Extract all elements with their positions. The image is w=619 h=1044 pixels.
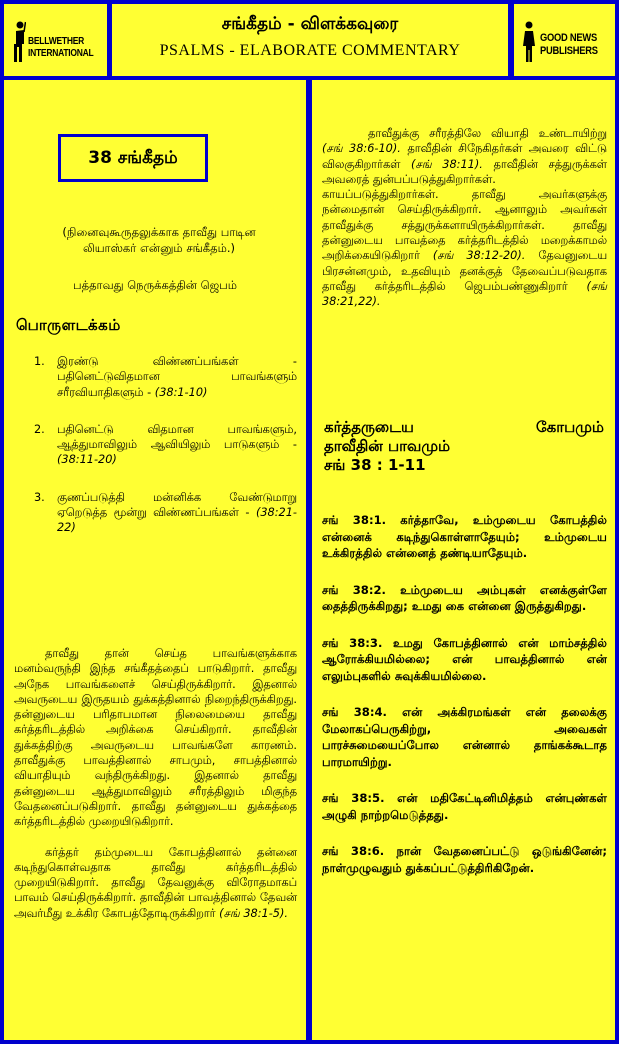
- paragraph-text: காயப்படுத்துகிறார்கள். தாவீது அவர்களுக்கு நன்மைதான் செய்திருக்கிறார். ஆனாலும் அவர்கள் தாவீதுக்கு சத்துருக்களாயிருக்கிறார்கள். தாவீது தன்னுடைய பாவத்தை கர்த்தரிடத்தில் மறைக்காமல் அறிக்கையிடுகிறார்: [322, 188, 607, 263]
- paragraph: [322, 187, 607, 309]
- section-word: கர்த்தருடைய: [324, 418, 414, 436]
- bellwether-figure-icon: [12, 20, 26, 64]
- scripture-reference: (சங் 38:11).: [411, 157, 483, 171]
- logo-line1: BELLWETHER: [28, 36, 85, 47]
- good-news-logo: [520, 14, 612, 68]
- right-intro-text: [322, 126, 607, 310]
- verse: சங் 38:6. நான் வேதனைப்பட்டு ஒடுங்கினேன்; நாள்முழுவதும் துக்கப்பட்டுத்திரிகிறேன்.: [322, 844, 607, 875]
- psalm-subtitle: (நினைவுகூருதலுக்காக தாவீது பாடின லியாஸ்கர் என்னும் சங்கீதம்.): [62, 225, 256, 255]
- scripture-reference: (சங் 38:1-5).: [219, 906, 288, 920]
- section-word: கோபமும்: [536, 418, 604, 436]
- left-column: [4, 80, 306, 1040]
- paragraph-text: தாவீதின் சிநேகிதர்கள் அவரை விட்டு விலகுகிறார்கள்: [322, 142, 607, 171]
- paragraph-text: கர்த்தர் தம்முடைய கோபத்தினால் தன்னை கடிந்துகொள்வதாக தாவீது கர்த்தரிடத்தில் முறையிடுகிறார். தாவீது தேவனுக்கு விரோதமாகப் பாவம் செய்திருக்கிறார். தாவீதின் பாவத்தினால் தேவன் அவர்மீது உக்கிர கோபத்தோடிருக்கிறார்: [14, 845, 297, 920]
- verse-list: [322, 512, 607, 896]
- paragraph-text: தாவீதுக்கு சரீரத்திலே வியாதி உண்டாயிற்று: [368, 127, 607, 140]
- logo-line2: INTERNATIONAL: [28, 48, 94, 59]
- title-english: PSALMS - ELABORATE COMMENTARY: [159, 42, 461, 59]
- logo-line2: PUBLISHERS: [540, 45, 598, 57]
- toc-number: 2.: [34, 422, 45, 436]
- verse: சங் 38:2. உம்முடைய அம்புகள் எனக்குள்ளே தைத்திருக்கிறது; உமது கை என்னை இருத்துகிறது.: [322, 582, 607, 613]
- header-right-logo-panel: [514, 4, 615, 76]
- good-news-figure-icon: [522, 20, 536, 64]
- section-heading: [324, 418, 604, 475]
- paragraph: [14, 845, 297, 921]
- contents-heading: பொருளடக்கம்: [16, 316, 121, 334]
- header-title-panel: [112, 4, 508, 76]
- left-body-text: [14, 646, 297, 936]
- toc-text: பதினெட்டு விதமான பாவங்களும், ஆத்துமாவிலும் ஆவியிலும் பாடுகளும் -: [57, 422, 297, 452]
- scripture-reference: (சங் 38:12-20).: [432, 249, 526, 263]
- section-heading-reference: சங் 38 : 1-11: [324, 456, 426, 474]
- paragraph: தாவீது தான் செய்த பாவங்களுக்காக மனம்வருந்தி இந்த சங்கீதத்தைப் பாடுகிறார். தாவீது அநேக பாவங்களைச் செய்திருக்கிறார். இதனால் அவருடைய இருதயம் துக்கத்தினால் நிறைந்திருக்கிறது. தன்னுடைய பரிதாபமான நிலைமையை தாவீது கர்த்தரிடத்தில் அறிக்கை செய்கிறார். தாவீதின் துக்கத்திற்கு அவருடைய பாவங்களே காரணம். தாவீதுக்கு பாவத்தினால் சாபமும், சாபத்தினால் வியாதியும் வந்திருக்கிறது. இதனால் தாவீது தன்னுடைய ஆத்துமாவிலும் சரீரத்திலும் மிகுந்த வேதனைப்படுகிறார். தாவீது தன்னுடைய துக்கத்தை கர்த்தரிடத்தில் முறையிடுகிறார்.: [14, 647, 297, 829]
- verse: சங் 38:5. என் மதிகேட்டினிமித்தம் என்புண்கள் அழுகி நாற்றமெடுத்தது.: [322, 791, 607, 822]
- toc-reference: (38:1-10): [154, 385, 208, 399]
- toc-reference: (38:21-22): [57, 506, 297, 535]
- right-column: [312, 80, 615, 1040]
- toc-reference: (38:11-20): [57, 453, 117, 467]
- header-left-logo-panel: [4, 4, 107, 76]
- logo-text: [540, 32, 598, 58]
- logo-line1: GOOD NEWS: [540, 32, 597, 44]
- toc-item: [14, 490, 297, 536]
- scripture-reference: (சங் 38:6-10).: [322, 142, 401, 156]
- psalm-title-box: 38 சங்கீதம்: [58, 134, 208, 182]
- section-heading-line2: தாவீதின் பாவமும்: [324, 437, 451, 455]
- toc-number: 1.: [34, 355, 45, 368]
- paragraph-text: தாவீதின் சத்துருக்கள் அவரைத் துன்பப்படுத்துகிறார்கள்.: [322, 157, 607, 186]
- table-of-contents: [14, 354, 297, 558]
- verse: சங் 38:4. என் அக்கிரமங்கள் என் தலைக்கு மேலாகப்பெருகிற்று, அவைகள் பாரச்சுமையைப்போல என்னால் தாங்கக்கூடாத பாரமாயிற்று.: [322, 705, 607, 769]
- toc-text: இரண்டு விண்ணப்பங்கள் - பதினெட்டுவிதமான பாவங்களும் சரீரவியாதிகளும் -: [57, 355, 297, 399]
- toc-number: 3.: [34, 490, 45, 504]
- toc-item: [14, 422, 297, 468]
- verse: சங் 38:1. கர்த்தாவே, உம்முடைய கோபத்தில் என்னைக் கடிந்துகொள்ளாதேயும்; உம்முடைய உக்கிரத்தில் என்னைத் தண்டியாதேயும்.: [322, 513, 607, 560]
- toc-text: குணப்படுத்தி மன்னிக்க வேண்டுமாறு ஏறெடுத்த மூன்று விண்ணப்பங்கள் -: [57, 490, 297, 520]
- title-tamil: சங்கீதம் - விளக்கவுரை: [221, 14, 399, 34]
- verse: சங் 38:3. உமது கோபத்தினால் என் மாம்சத்தில் ஆரோக்கியமில்லை; என் பாவத்தினால் என் எலும்புகளில் சுவுக்கியமில்லை.: [322, 635, 607, 683]
- lament-title: பத்தாவது நெருக்கத்தின் ஜெபம்: [73, 278, 237, 292]
- paragraph-text: தேவனுடைய பிரசன்னமும், உதவியும் தனக்குத் தேவைப்படுவதாக தாவீது கர்த்தரிடத்தில் ஜெபம்பண்ணுகிறார்: [322, 249, 608, 293]
- bellwether-logo: [10, 14, 102, 68]
- logo-text: [28, 36, 93, 60]
- paragraph: [322, 126, 607, 187]
- scripture-reference: (சங் 38:21,22).: [322, 279, 607, 309]
- toc-item: [14, 354, 297, 400]
- section-heading-line1: [324, 418, 604, 437]
